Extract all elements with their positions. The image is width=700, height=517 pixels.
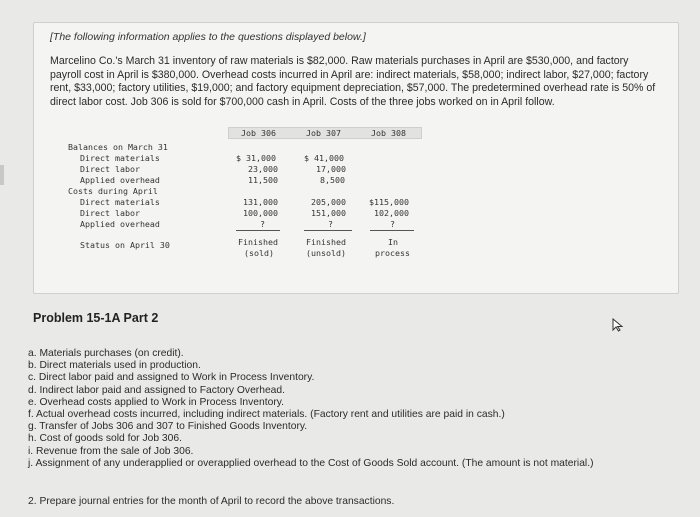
list-item: b. Direct materials used in production. <box>28 360 201 372</box>
cell-job-307: 17,000 <box>316 164 346 174</box>
cell-job-306: 100,000 <box>243 208 278 218</box>
cell-job-306: ? <box>260 219 265 229</box>
row-label: Balances on March 31 <box>68 142 168 152</box>
cell-job-306: 11,500 <box>248 175 278 185</box>
status-308-line1: In <box>388 237 398 247</box>
transaction-list <box>28 348 668 470</box>
cell-job-308: ? <box>390 219 395 229</box>
cell-job-307: 8,500 <box>320 175 345 185</box>
cell-job-308: $115,000 <box>369 197 409 207</box>
header-job-308: Job 308 <box>371 128 406 138</box>
list-item: a. Materials purchases (on credit). <box>28 348 184 359</box>
row-label: Direct materials <box>80 197 160 207</box>
row-label: Direct labor <box>80 208 140 218</box>
cell-job-308: 102,000 <box>374 208 409 218</box>
mouse-cursor-icon <box>612 318 624 332</box>
total-rule-306 <box>236 230 280 231</box>
row-label: Applied overhead <box>80 219 160 229</box>
cell-job-306: $ 31,000 <box>236 153 276 163</box>
row-label: Direct materials <box>80 153 160 163</box>
status-306-line2: (sold) <box>244 248 274 258</box>
total-rule-307 <box>304 230 352 231</box>
row-label: Costs during April <box>68 186 158 196</box>
intro-paragraph: Marcelino Co.'s March 31 inventory of raw materials is $82,000. Raw materials purchases in April are $530,000, and factory payroll cost in April is $380,000. Overhead costs incurred in April are: indirect materials, $58,000; indirect labor, $27,000; factory rent, $33,000; factory utilities, $19,000; and factory equipment depreciation, $57,000. The predetermined overhead rate is 50% of direct labor cost. Job 306 is sold for $700,000 cash in April. Costs of the three jobs worked on in April follow. <box>50 55 656 108</box>
status-label: Status on April 30 <box>80 240 170 250</box>
cell-job-307: 151,000 <box>311 208 346 218</box>
list-item: f. Actual overhead costs incurred, including indirect materials. (Factory rent and utilities are paid in cash.) <box>28 409 505 421</box>
status-307-line1: Finished <box>306 237 346 247</box>
left-edge-marker <box>0 165 4 185</box>
list-item: g. Transfer of Jobs 306 and 307 to Finished Goods Inventory. <box>28 421 308 433</box>
problem-title: Problem 15-1A Part 2 <box>33 311 159 325</box>
cell-job-307: 205,000 <box>311 197 346 207</box>
row-label: Applied overhead <box>80 175 160 185</box>
cell-job-306: 23,000 <box>248 164 278 174</box>
row-label: Direct labor <box>80 164 140 174</box>
list-item: i. Revenue from the sale of Job 306. <box>28 445 194 457</box>
cell-job-307: $ 41,000 <box>304 153 344 163</box>
job-cost-table <box>60 127 410 258</box>
header-job-307: Job 307 <box>306 128 341 138</box>
status-306-line1: Finished <box>238 237 278 247</box>
list-item: j. Assignment of any underapplied or overapplied overhead to the Cost of Goods Sold account. (The amount is not material.) <box>28 457 594 469</box>
list-item: e. Overhead costs applied to Work in Process Inventory. <box>28 396 285 408</box>
problem-info-card <box>33 22 679 294</box>
total-rule-308 <box>370 230 414 231</box>
status-308-line2: process <box>375 248 410 258</box>
list-item: d. Indirect labor paid and assigned to Factory Overhead. <box>28 384 285 396</box>
header-job-306: Job 306 <box>241 128 276 138</box>
question-2: 2. Prepare journal entries for the month of April to record the above transactions. <box>28 496 395 507</box>
intro-note: [The following information applies to the questions displayed below.] <box>50 31 366 43</box>
list-item: h. Cost of goods sold for Job 306. <box>28 433 182 445</box>
status-307-line2: (unsold) <box>306 248 346 258</box>
list-item: c. Direct labor paid and assigned to Work in Process Inventory. <box>28 372 315 384</box>
cell-job-306: 131,000 <box>243 197 278 207</box>
cell-job-307: ? <box>328 219 333 229</box>
